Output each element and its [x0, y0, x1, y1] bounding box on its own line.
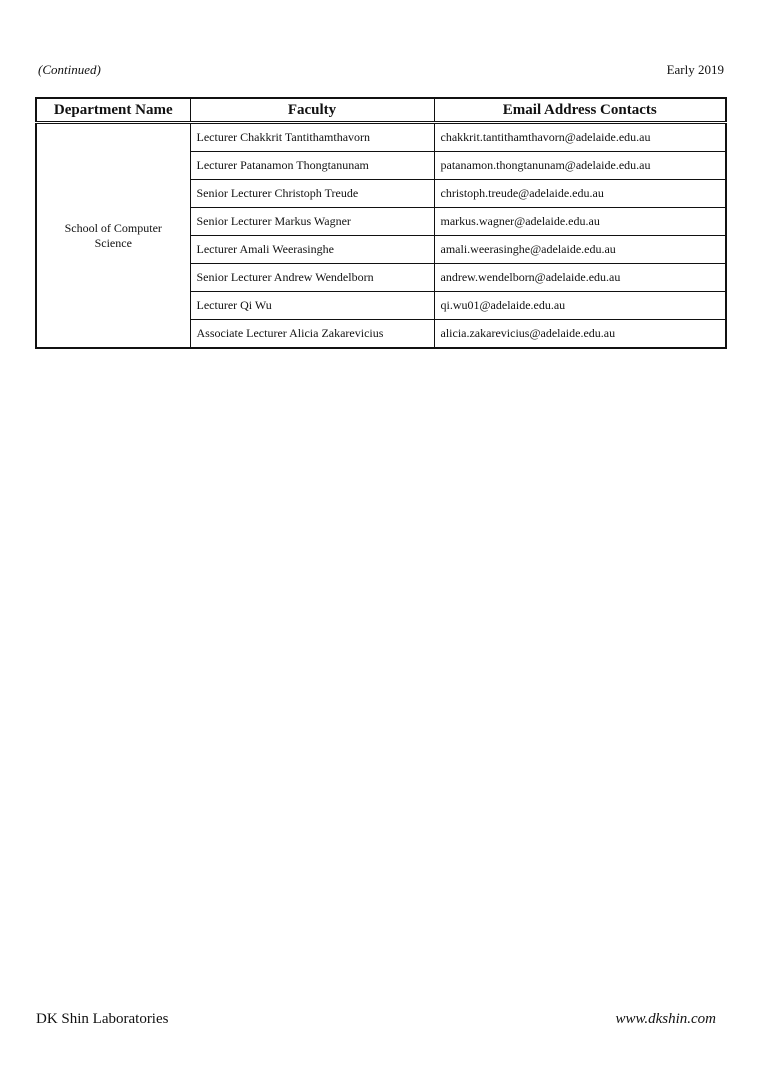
- email-cell[interactable]: qi.wu01@adelaide.edu.au: [434, 292, 726, 320]
- department-cell: School of Computer Science: [36, 123, 190, 349]
- email-cell[interactable]: andrew.wendelborn@adelaide.edu.au: [434, 264, 726, 292]
- email-cell[interactable]: chakkrit.tantithamthavorn@adelaide.edu.au: [434, 123, 726, 152]
- email-cell[interactable]: markus.wagner@adelaide.edu.au: [434, 208, 726, 236]
- table-row: [36, 123, 726, 152]
- contacts-table: [35, 97, 727, 349]
- email-cell[interactable]: christoph.treude@adelaide.edu.au: [434, 180, 726, 208]
- faculty-cell: Lecturer Amali Weerasinghe: [190, 236, 434, 264]
- email-cell[interactable]: amali.weerasinghe@adelaide.edu.au: [434, 236, 726, 264]
- faculty-cell: Associate Lecturer Alicia Zakarevicius: [190, 320, 434, 349]
- company-name: DK Shin Laboratories: [36, 1011, 169, 1027]
- email-cell[interactable]: alicia.zakarevicius@adelaide.edu.au: [434, 320, 726, 349]
- column-header-department: Department Name: [36, 98, 190, 123]
- faculty-cell: Senior Lecturer Markus Wagner: [190, 208, 434, 236]
- website-link[interactable]: www.dkshin.com: [615, 1011, 716, 1027]
- date-label: Early 2019: [666, 62, 724, 77]
- table-header-row: [36, 98, 726, 123]
- column-header-faculty: Faculty: [190, 98, 434, 123]
- faculty-cell: Lecturer Qi Wu: [190, 292, 434, 320]
- faculty-cell: Senior Lecturer Christoph Treude: [190, 180, 434, 208]
- faculty-cell: Lecturer Chakkrit Tantithamthavorn: [190, 123, 434, 152]
- continued-label: (Continued): [38, 62, 101, 77]
- faculty-cell: Lecturer Patanamon Thongtanunam: [190, 152, 434, 180]
- faculty-cell: Senior Lecturer Andrew Wendelborn: [190, 264, 434, 292]
- column-header-email: Email Address Contacts: [434, 98, 726, 123]
- email-cell[interactable]: patanamon.thongtanunam@adelaide.edu.au: [434, 152, 726, 180]
